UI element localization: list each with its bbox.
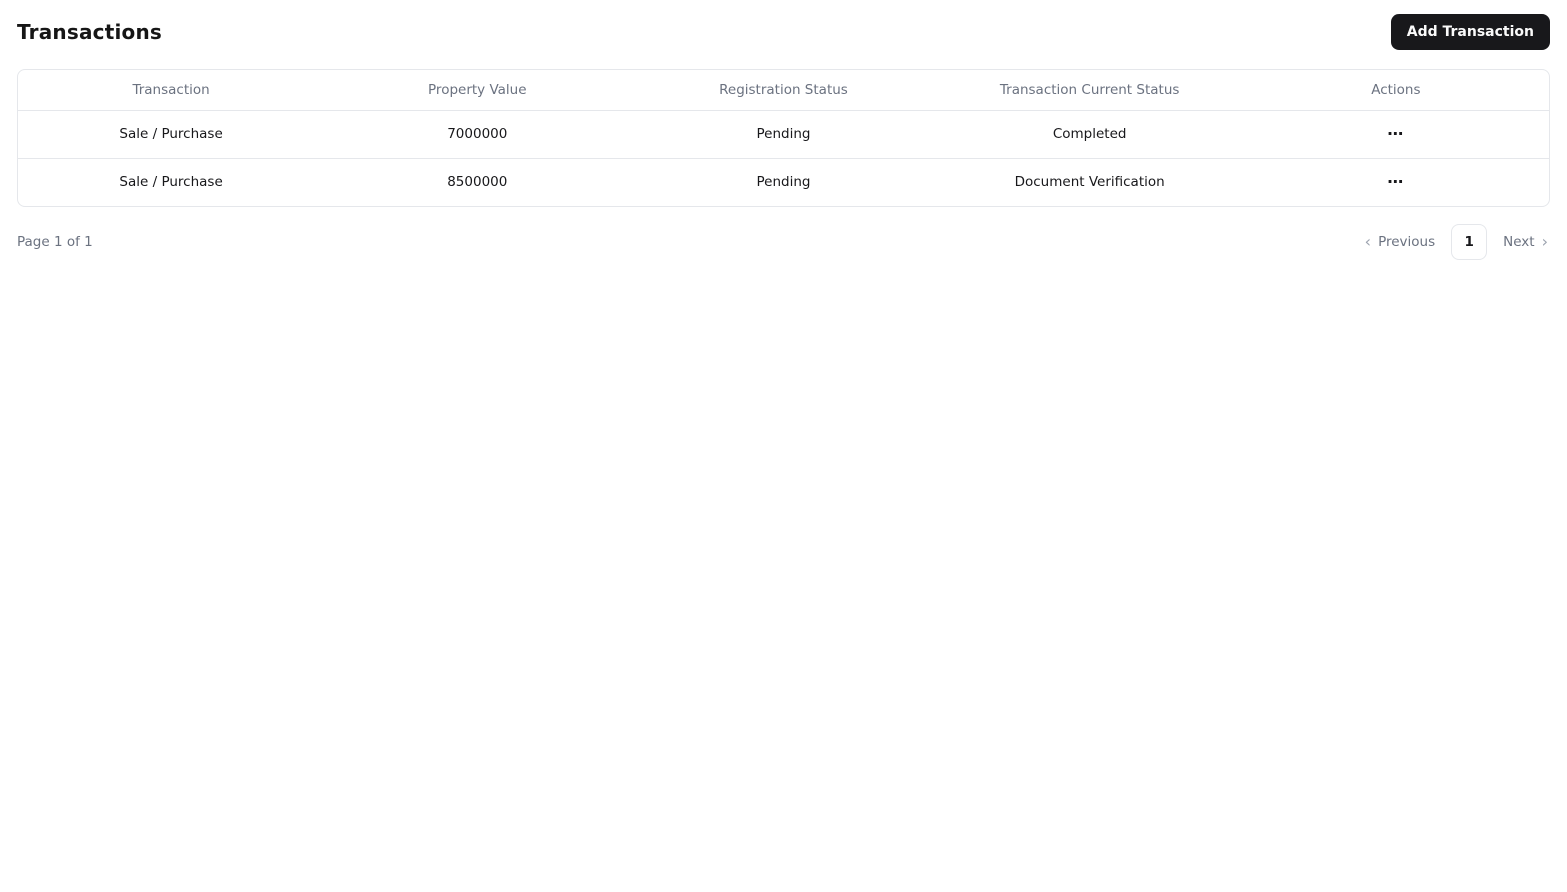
cell-registration-status: Pending	[630, 110, 936, 158]
pagination-bar	[17, 224, 1550, 260]
pager-controls	[1363, 224, 1550, 260]
cell-property-value: 7000000	[324, 110, 630, 158]
cell-property-value: 8500000	[447, 174, 508, 191]
add-transaction-button[interactable]: Add Transaction	[1391, 14, 1550, 50]
transactions-table	[18, 70, 1549, 206]
next-label: Next	[1503, 234, 1535, 250]
cell-transaction: Sale / Purchase	[119, 174, 223, 191]
page-title: Transactions	[17, 20, 162, 44]
chevron-left-icon: ‹	[1364, 232, 1372, 251]
table-row	[18, 110, 1549, 158]
cell-registration-status: Pending	[756, 174, 811, 191]
table-row	[18, 158, 1549, 206]
page-header	[17, 12, 1550, 52]
table-header-row	[18, 70, 1549, 110]
chevron-right-icon: ›	[1541, 232, 1548, 251]
more-horizontal-icon: ⋯	[1387, 124, 1405, 143]
more-horizontal-icon: ⋯	[1387, 172, 1405, 192]
page-summary: Page 1 of 1	[17, 234, 93, 250]
transactions-table-container	[17, 69, 1550, 207]
column-header-transaction: Transaction	[18, 70, 324, 110]
next-page-button[interactable]	[1501, 230, 1550, 254]
transactions-page	[0, 0, 1567, 272]
cell-current-status: Document Verification	[1014, 174, 1165, 191]
previous-page-button[interactable]	[1363, 230, 1437, 254]
page-number-button[interactable]: 1	[1451, 224, 1487, 260]
row-actions-menu-button[interactable]	[1379, 170, 1412, 194]
cell-actions	[1243, 158, 1549, 206]
cell-actions	[1243, 110, 1549, 158]
column-header-current-status: Transaction Current Status	[937, 70, 1243, 110]
row-actions-menu-button[interactable]	[1379, 122, 1412, 146]
column-header-actions: Actions	[1243, 70, 1549, 110]
cell-transaction: Sale / Purchase	[18, 110, 324, 158]
column-header-property-value: Property Value	[324, 70, 630, 110]
cell-current-status: Completed	[937, 110, 1243, 158]
column-header-registration-status: Registration Status	[630, 70, 936, 110]
previous-label: Previous	[1378, 234, 1436, 250]
